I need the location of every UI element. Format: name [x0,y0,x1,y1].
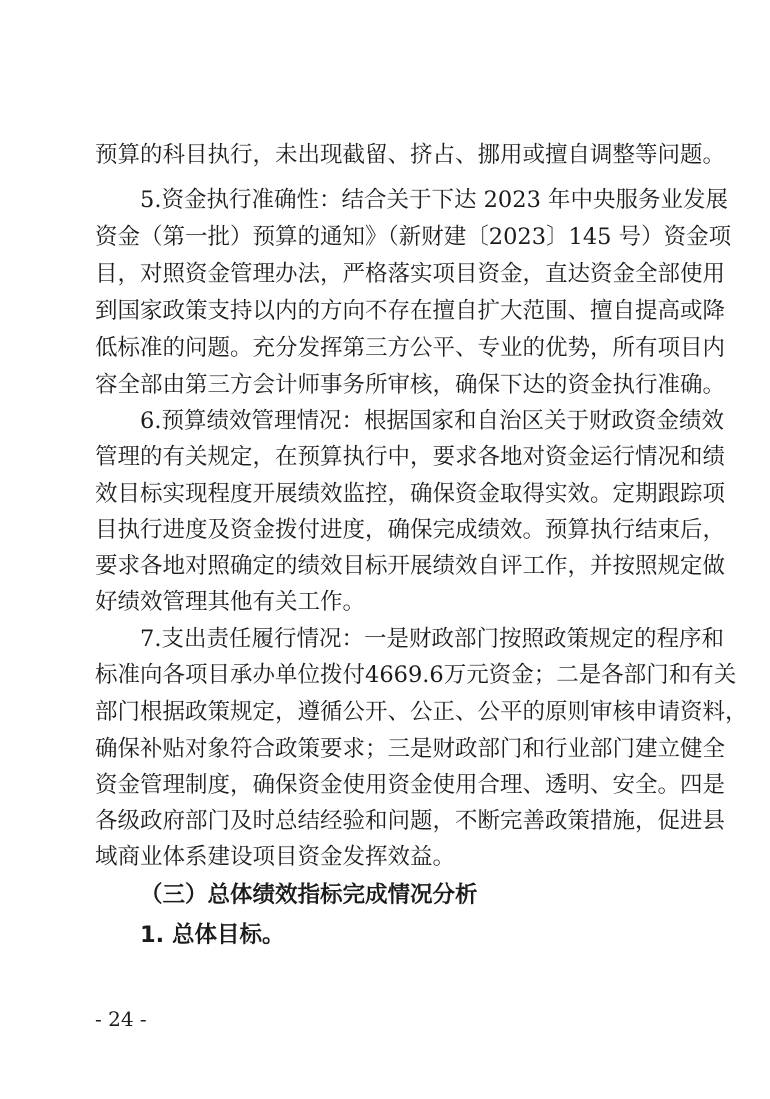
paragraph-line: 好绩效管理其他有关工作。 [95,589,366,615]
paragraph-line: 确保补贴对象符合政策要求；三是财政部门和行业部门建立健全 [95,736,726,762]
paragraph-line: 管理的有关规定，在预算执行中，要求各地对资金运行情况和绩 [95,444,726,470]
paragraph-line: 低标准的问题。充分发挥第三方公平、专业的优势，所有项目内 [95,335,726,361]
subsection-heading: 1. 总体目标。 [140,922,285,948]
paragraph-line: 资金管理制度，确保资金使用资金使用合理、透明、安全。四是 [95,772,726,798]
paragraph-line: 到国家政策支持以内的方向不存在擅自扩大范围、擅自提高或降 [95,298,726,324]
paragraph-line: 5.资金执行准确性：结合关于下达 2023 年中央服务业发展 [140,187,729,213]
paragraph-line: 效目标实现程度开展绩效监控，确保资金取得实效。定期跟踪项 [95,481,726,507]
paragraph-line: 7.支出责任履行情况：一是财政部门按照政策规定的程序和 [140,626,724,652]
section-heading: （三）总体绩效指标完成情况分析 [140,882,478,908]
paragraph-line: 部门根据政策规定，遵循公开、公正、公平的原则审核申请资料， [95,699,748,725]
paragraph-line: 要求各地对照确定的绩效目标开展绩效自评工作，并按照规定做 [95,553,726,579]
paragraph-line: 目执行进度及资金拨付进度，确保完成绩效。预算执行结束后， [95,517,726,543]
paragraph-line: 域商业体系建设项目资金发挥效益。 [95,844,456,870]
paragraph-line: 容全部由第三方会计师事务所审核，确保下达的资金执行准确。 [95,372,726,398]
paragraph-line: 各级政府部门及时总结经验和问题，不断完善政策措施，促进县 [95,808,726,834]
page-number: - 24 - [95,1007,147,1031]
paragraph-line: 预算的科目执行，未出现截留、挤占、挪用或擅自调整等问题。 [95,142,726,168]
paragraph-line: 标准向各项目承办单位拨付4669.6万元资金；二是各部门和有关 [95,662,737,688]
paragraph-line: 6.预算绩效管理情况：根据国家和自治区关于财政资金绩效 [140,408,724,434]
paragraph-line: 目，对照资金管理办法，严格落实项目资金，直达资金全部使用 [95,261,726,287]
paragraph-line: 资金（第一批）预算的通知》（新财建〔2023〕145 号）资金项 [95,224,732,250]
